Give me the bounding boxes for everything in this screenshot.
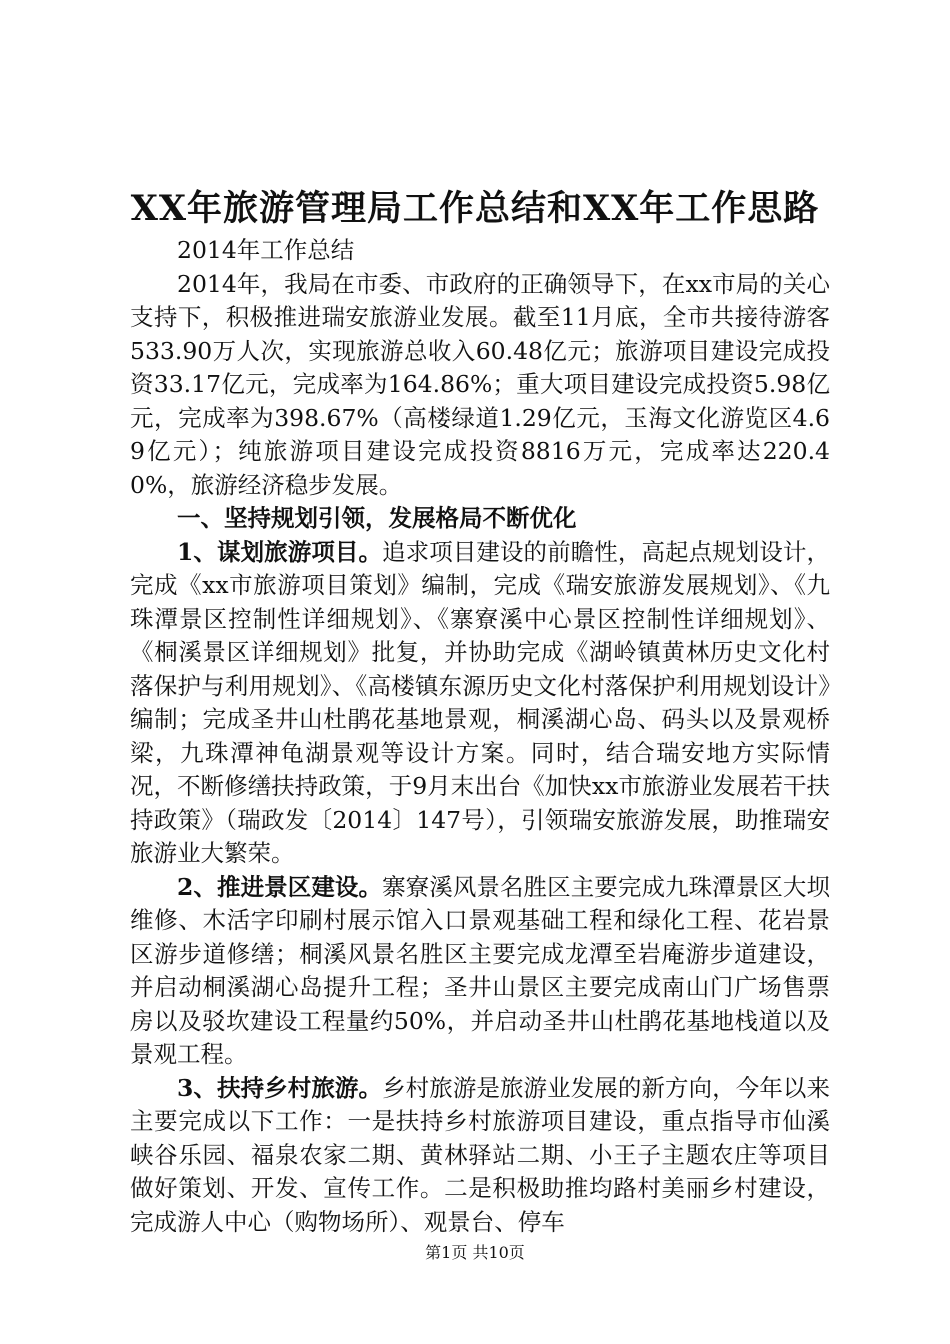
item-paragraph-2: [130, 871, 830, 1072]
item-heading-1: 1、谋划旅游项目。: [177, 537, 383, 566]
page-footer: 第1页 共10页: [425, 1243, 525, 1262]
item-paragraph-3: [130, 1072, 830, 1240]
document-title: XX年旅游管理局工作总结和XX年工作思路: [130, 188, 820, 229]
item-text-1: 追求项目建设的前瞻性，高起点规划设计，完成《xx市旅游项目策划》编制，完成《瑞安旅游发展规划》、《九珠潭景区控制性详细规划》、《寨寮溪中心景区控制性详细规划》、《桐溪景区详细规划》批复，并协助完成《湖岭镇黄林历史文化村落保护与利用规划》、《高楼镇东源历史文化村落保护利用规划设计》编制；完成圣井山杜鹃花基地景观，桐溪湖心岛、码头以及景观桥梁，九珠潭神龟湖景观等设计方案。同时，结合瑞安地方实际情况，不断修缮扶持政策，于9月末出台《加快xx市旅游业发展若干扶持政策》（瑞政发〔2014〕147号），引领瑞安旅游发展，助推瑞安旅游业大繁荣。: [130, 537, 831, 867]
document-body: [130, 234, 830, 1239]
item-text-3: 乡村旅游是旅游业发展的新方向，今年以来主要完成以下工作：一是扶持乡村旅游项目建设，重点指导市仙溪峡谷乐园、福泉农家二期、黄林驿站二期、小王子主题农庄等项目做好策划、开发、宣传工作。二是积极助推均路村美丽乡村建设，完成游人中心（购物场所）、观景台、停车: [130, 1073, 831, 1236]
section-heading: 一、坚持规划引领，发展格局不断优化: [177, 504, 577, 532]
item-paragraph-1: [130, 536, 830, 871]
item-text-2: 寨寮溪风景名胜区主要完成九珠潭景区大坝维修、木活字印刷村展示馆入口景观基础工程和绿化工程、花岩景区游步道修缮；桐溪风景名胜区主要完成龙潭至岩庵游步道建设，并启动桐溪湖心岛提升工程；圣井山景区主要完成南山门广场售票房以及驳坎建设工程量约50%，并启动圣井山杜鹃花基地栈道以及景观工程。: [130, 872, 831, 1068]
intro-paragraph: 2014年，我局在市委、市政府的正确领导下，在xx市局的关心支持下，积极推进瑞安旅游业发展。截至11月底，全市共接待游客533.90万人次，实现旅游总收入60.48亿元；旅游项目建设完成投资33.17亿元，完成率为164.86%；重大项目建设完成投资5.98亿元，完成率为398.67%（高楼绿道1.29亿元，玉海文化游览区4.69亿元）；纯旅游项目建设完成投资8816万元，完成率达220.40%，旅游经济稳步发展。: [130, 269, 830, 499]
item-heading-2: 2、推进景区建设。: [177, 872, 383, 901]
subheading: 2014年工作总结: [177, 236, 355, 264]
item-heading-3: 3、扶持乡村旅游。: [177, 1073, 383, 1102]
